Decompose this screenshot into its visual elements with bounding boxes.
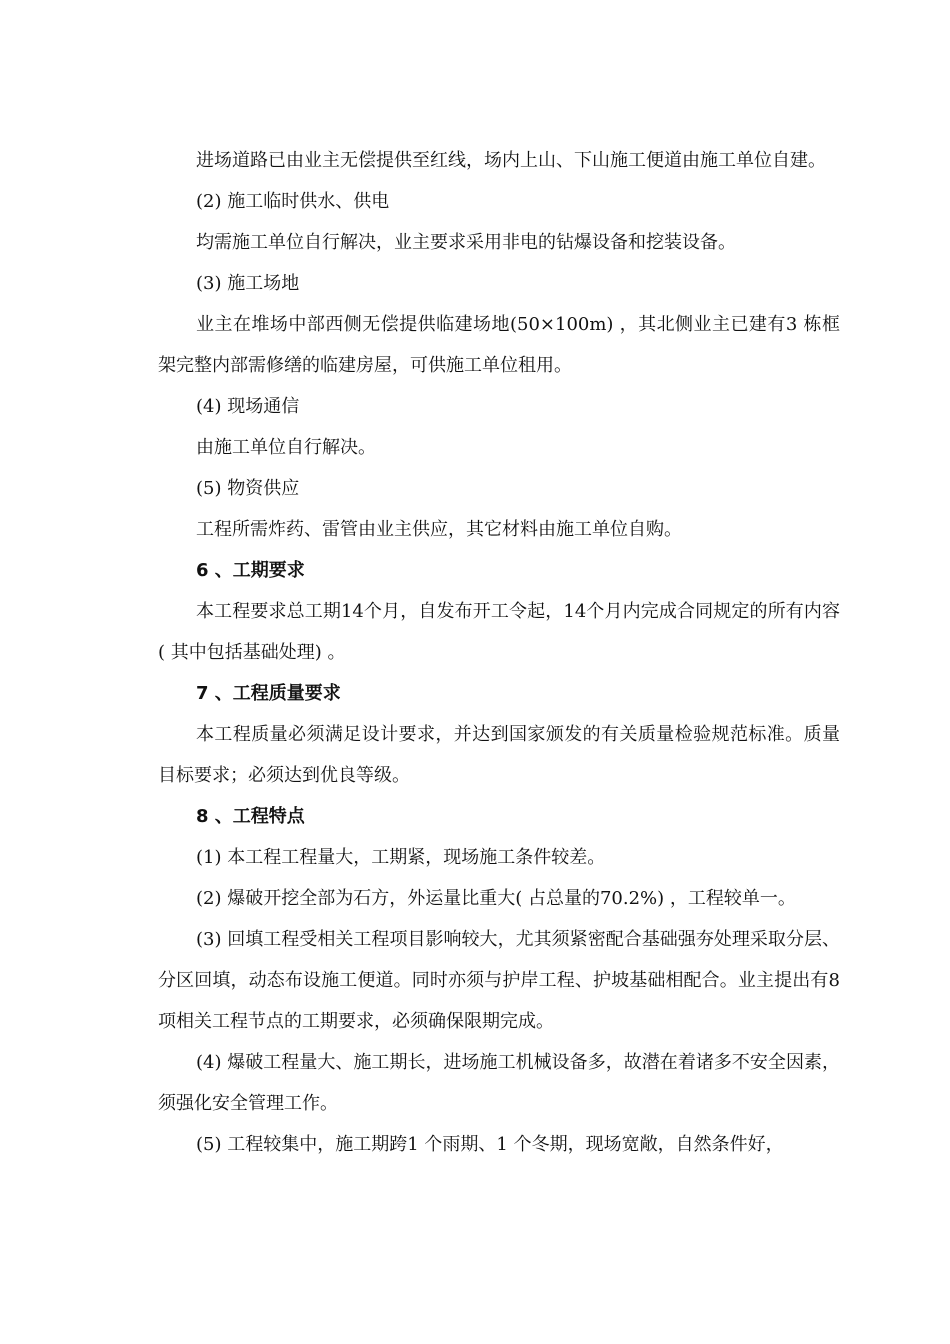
paragraph-feature-1: (1) 本工程工程量大，工期紧，现场施工条件较差。: [196, 847, 606, 868]
subheading-communication: (4) 现场通信: [196, 396, 300, 417]
paragraph-schedule: 本工程要求总工期14个月，自发布开工令起，14个月内完成合同规定的所有内容( 其中包括基础处理) 。: [158, 601, 840, 663]
paragraph-feature-3: (3) 回填工程受相关工程项目影响较大，尤其须紧密配合基础强夯处理采取分层、分区回填，动态布设施工便道。同时亦须与护岸工程、护坡基础相配合。业主提出有8 项相关工程节点的工期要求，必须确保限期完成。: [158, 929, 840, 1032]
subheading-supply: (5) 物资供应: [196, 478, 300, 499]
section-heading-schedule: 6 、工期要求: [196, 560, 305, 581]
paragraph-supply: 工程所需炸药、雷管由业主供应，其它材料由施工单位自购。: [196, 519, 682, 540]
paragraph-feature-4: (4) 爆破工程量大、施工期长，进场施工机械设备多，故潜在着诸多不安全因素，须强化安全管理工作。: [158, 1052, 840, 1114]
section-heading-quality: 7 、工程质量要求: [196, 683, 341, 704]
paragraph-feature-5: (5) 工程较集中，施工期跨1 个雨期、1 个冬期，现场宽敞，自然条件好，: [196, 1134, 784, 1155]
paragraph-communication: 由施工单位自行解决。: [196, 437, 376, 458]
subheading-water-power: (2) 施工临时供水、供电: [196, 191, 390, 212]
paragraph-site: 业主在堆场中部西侧无偿提供临建场地(50×100m) ，其北侧业主已建有3 栋框架完整内部需修缮的临建房屋，可供施工单位租用。: [158, 314, 840, 376]
section-heading-features: 8 、工程特点: [196, 806, 305, 827]
subheading-site: (3) 施工场地: [196, 273, 300, 294]
document-body: [158, 140, 840, 1165]
paragraph-quality: 本工程质量必须满足设计要求，并达到国家颁发的有关质量检验规范标准。质量目标要求；必须达到优良等级。: [158, 724, 840, 786]
paragraph-water-power: 均需施工单位自行解决，业主要求采用非电的钻爆设备和挖装设备。: [196, 232, 736, 253]
paragraph-access-road: 进场道路已由业主无偿提供至红线，场内上山、下山施工便道由施工单位自建。: [196, 150, 826, 171]
paragraph-feature-2: (2) 爆破开挖全部为石方，外运量比重大( 占总量的70.2%) ，工程较单一。: [196, 888, 796, 909]
